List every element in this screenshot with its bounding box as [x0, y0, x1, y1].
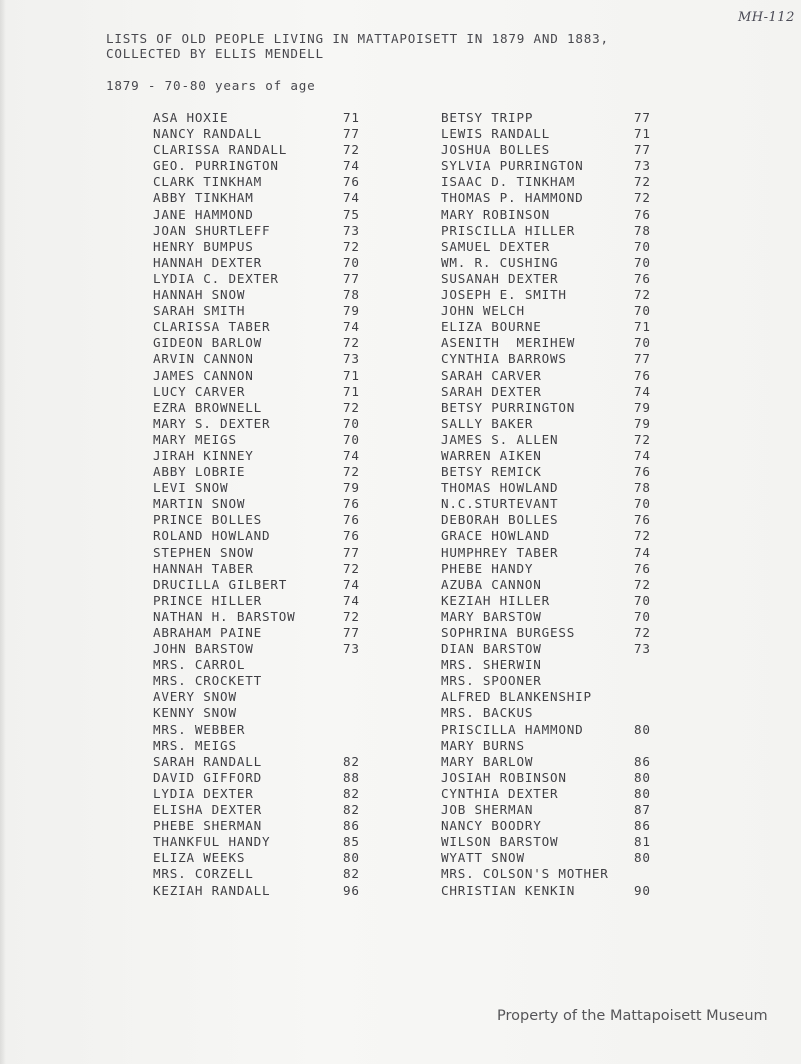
person-age: 77: [634, 110, 651, 125]
list-item: [441, 384, 681, 400]
person-age: 77: [343, 270, 360, 286]
list-item: [153, 223, 393, 239]
person-name: JIRAH KINNEY: [153, 447, 254, 463]
list-item: [441, 464, 681, 480]
person-name: NANCY BOODRY: [441, 818, 542, 834]
person-name: HUMPHREY TABER: [441, 544, 559, 560]
person-name: ISAAC D. TINKHAM: [441, 174, 576, 190]
list-item: [153, 287, 393, 303]
person-age: 73: [634, 158, 651, 174]
list-item: [441, 368, 681, 384]
person-age: 80: [634, 785, 651, 801]
person-age: 77: [343, 126, 360, 142]
person-name: BETSY TRIPP: [441, 110, 534, 125]
person-name: ROLAND HOWLAND: [153, 528, 271, 544]
person-age: 80: [343, 850, 360, 866]
person-name: LYDIA C. DEXTER: [153, 270, 279, 286]
list-item: [153, 883, 393, 899]
person-age: 72: [343, 335, 360, 351]
person-name: DEBORAH BOLLES: [441, 512, 559, 528]
list-item: [153, 303, 393, 319]
person-age: 76: [634, 512, 651, 528]
person-name: MARY BARSTOW: [441, 608, 542, 624]
person-name: ARVIN CANNON: [153, 351, 254, 367]
list-item: [441, 496, 681, 512]
list-item: [153, 142, 393, 158]
person-age: 74: [343, 592, 360, 608]
person-name: JOAN SHURTLEFF: [153, 222, 271, 238]
list-item: [153, 609, 393, 625]
person-age: 80: [634, 850, 651, 866]
list-item: [441, 689, 681, 705]
list-item: [153, 271, 393, 287]
person-name: PHEBE SHERMAN: [153, 818, 262, 834]
list-item: [153, 738, 393, 754]
list-item: [153, 432, 393, 448]
list-item: [441, 754, 681, 770]
person-age: 76: [634, 367, 651, 383]
person-name: GRACE HOWLAND: [441, 528, 550, 544]
person-age: 82: [343, 802, 360, 818]
list-item: [441, 223, 681, 239]
person-age: 82: [343, 866, 360, 882]
person-name: LEVI SNOW: [153, 480, 229, 496]
list-item: [441, 883, 681, 899]
person-age: 70: [634, 592, 651, 608]
person-age: 72: [634, 190, 651, 206]
person-age: 70: [343, 415, 360, 431]
person-name: PRINCE BOLLES: [153, 512, 262, 528]
person-name: ELISHA DEXTER: [153, 802, 262, 818]
person-name: MRS. BACKUS: [441, 705, 534, 721]
person-name: JOHN BARSTOW: [153, 641, 254, 657]
person-age: 72: [634, 431, 651, 447]
person-name: HANNAH DEXTER: [153, 254, 262, 270]
person-name: MARY BURNS: [441, 737, 525, 753]
person-name: SARAH RANDALL: [153, 753, 262, 769]
person-name: MRS. CORZELL: [153, 866, 254, 882]
list-item: [441, 528, 681, 544]
person-age: 72: [634, 174, 651, 190]
list-item: [441, 577, 681, 593]
person-name: MRS. CROCKETT: [153, 673, 262, 689]
person-name: MRS. SPOONER: [441, 673, 542, 689]
person-age: 77: [634, 142, 651, 158]
person-age: 79: [343, 303, 360, 319]
person-age: 88: [343, 769, 360, 785]
person-name: HANNAH TABER: [153, 560, 254, 576]
person-name: ASA HOXIE: [153, 110, 229, 125]
list-item: [441, 786, 681, 802]
person-name: DAVID GIFFORD: [153, 769, 262, 785]
person-name: MRS. WEBBER: [153, 721, 246, 737]
list-item: [153, 657, 393, 673]
list-item: [441, 351, 681, 367]
person-age: 87: [634, 802, 651, 818]
person-name: CYNTHIA DEXTER: [441, 785, 559, 801]
person-name: MARY S. DEXTER: [153, 415, 271, 431]
person-name: LUCY CARVER: [153, 383, 246, 399]
person-age: 70: [634, 608, 651, 624]
list-item: [153, 722, 393, 738]
person-age: 80: [634, 769, 651, 785]
person-age: 73: [343, 351, 360, 367]
person-age: 73: [634, 641, 651, 657]
person-age: 76: [634, 560, 651, 576]
person-age: 76: [343, 174, 360, 190]
list-item: [441, 641, 681, 657]
list-item: [441, 802, 681, 818]
person-age: 72: [343, 464, 360, 480]
list-item: [153, 561, 393, 577]
person-name: MRS. CARROL: [153, 657, 246, 673]
list-item: [153, 335, 393, 351]
list-item: [153, 126, 393, 142]
list-item: [441, 818, 681, 834]
person-name: MRS. SHERWIN: [441, 657, 542, 673]
person-name: PRISCILLA HILLER: [441, 222, 576, 238]
list-item: [153, 384, 393, 400]
person-name: DIAN BARSTOW: [441, 641, 542, 657]
person-age: 96: [343, 882, 360, 898]
list-item: [441, 545, 681, 561]
person-age: 80: [634, 721, 651, 737]
person-age: 76: [343, 528, 360, 544]
person-name: CYNTHIA BARROWS: [441, 351, 567, 367]
list-item: [441, 561, 681, 577]
person-age: 90: [634, 882, 651, 898]
person-age: 86: [343, 818, 360, 834]
person-age: 81: [634, 834, 651, 850]
person-age: 77: [343, 544, 360, 560]
person-name: NATHAN H. BARSTOW: [153, 608, 296, 624]
person-age: 73: [343, 641, 360, 657]
list-item: [441, 174, 681, 190]
person-age: 76: [634, 464, 651, 480]
person-age: 72: [343, 399, 360, 415]
list-item: [153, 512, 393, 528]
person-age: 72: [634, 625, 651, 640]
person-name: HENRY BUMPUS: [153, 238, 254, 254]
person-name: AZUBA CANNON: [441, 576, 542, 592]
person-name: JOSHUA BOLLES: [441, 142, 550, 158]
person-name: KEZIAH HILLER: [441, 592, 550, 608]
list-item: [441, 657, 681, 673]
person-name: MARY MEIGS: [153, 431, 237, 447]
list-item: [153, 239, 393, 255]
person-name: JOSEPH E. SMITH: [441, 287, 567, 303]
person-age: 71: [343, 383, 360, 399]
person-name: MRS. COLSON'S MOTHER: [441, 866, 609, 882]
person-age: 82: [343, 785, 360, 801]
list-item: [153, 673, 393, 689]
list-item: [153, 818, 393, 834]
person-age: 70: [634, 335, 651, 351]
list-item: [441, 850, 681, 866]
person-age: 70: [634, 254, 651, 270]
list-item: [153, 577, 393, 593]
list-item: [153, 448, 393, 464]
list-item: [441, 770, 681, 786]
list-item: [153, 400, 393, 416]
list-item: [441, 239, 681, 255]
person-age: 77: [343, 625, 360, 640]
person-age: 74: [343, 447, 360, 463]
person-age: 72: [343, 560, 360, 576]
list-item: [153, 496, 393, 512]
person-age: 78: [634, 480, 651, 496]
person-name: ELIZA BOURNE: [441, 319, 542, 335]
person-age: 79: [634, 415, 651, 431]
list-item: [441, 512, 681, 528]
list-item: [441, 625, 681, 641]
person-age: 76: [343, 512, 360, 528]
list-item: [153, 319, 393, 335]
list-item: [441, 287, 681, 303]
list-item: [153, 255, 393, 271]
person-age: 73: [343, 222, 360, 238]
person-name: THANKFUL HANDY: [153, 834, 271, 850]
list-item: [441, 303, 681, 319]
list-item: [441, 110, 681, 126]
person-name: HANNAH SNOW: [153, 287, 246, 303]
person-age: 71: [634, 319, 651, 335]
list-item: [153, 834, 393, 850]
person-name: N.C.STURTEVANT: [441, 496, 559, 512]
person-age: 74: [343, 158, 360, 174]
list-item: [441, 416, 681, 432]
list-item: [441, 190, 681, 206]
left-name-column: [153, 110, 393, 899]
person-age: 74: [634, 544, 651, 560]
person-name: JANE HAMMOND: [153, 206, 254, 222]
person-age: 72: [343, 142, 360, 158]
person-age: 70: [634, 303, 651, 319]
person-age: 70: [634, 496, 651, 512]
list-item: [441, 271, 681, 287]
person-name: SAMUEL DEXTER: [441, 238, 550, 254]
person-name: SARAH DEXTER: [441, 383, 542, 399]
list-item: [153, 528, 393, 544]
person-name: NANCY RANDALL: [153, 126, 262, 142]
list-item: [441, 158, 681, 174]
person-age: 86: [634, 818, 651, 834]
person-age: 78: [634, 222, 651, 238]
person-name: AVERY SNOW: [153, 689, 237, 705]
person-name: ASENITH MERIHEW: [441, 335, 576, 351]
person-name: ABBY TINKHAM: [153, 190, 254, 206]
person-name: SALLY BAKER: [441, 415, 534, 431]
list-item: [153, 786, 393, 802]
list-item: [153, 207, 393, 223]
person-age: 75: [343, 206, 360, 222]
person-name: JOB SHERMAN: [441, 802, 534, 818]
person-name: MRS. MEIGS: [153, 737, 237, 753]
person-age: 70: [343, 431, 360, 447]
person-name: KEZIAH RANDALL: [153, 882, 271, 898]
person-name: GIDEON BARLOW: [153, 335, 262, 351]
person-age: 79: [634, 399, 651, 415]
list-item: [441, 609, 681, 625]
person-name: GEO. PURRINGTON: [153, 158, 279, 174]
list-item: [441, 834, 681, 850]
list-item: [441, 673, 681, 689]
person-age: 72: [634, 287, 651, 303]
list-item: [153, 641, 393, 657]
list-item: [441, 593, 681, 609]
list-item: [441, 319, 681, 335]
list-item: [153, 158, 393, 174]
list-item: [153, 480, 393, 496]
person-name: MARY ROBINSON: [441, 206, 550, 222]
person-age: 70: [634, 238, 651, 254]
list-item: [153, 368, 393, 384]
list-item: [153, 545, 393, 561]
person-name: SOPHRINA BURGESS: [441, 625, 576, 640]
person-name: KENNY SNOW: [153, 705, 237, 721]
list-item: [441, 142, 681, 158]
list-item: [441, 448, 681, 464]
person-name: THOMAS P. HAMMOND: [441, 190, 584, 206]
person-name: WARREN AIKEN: [441, 447, 542, 463]
title-line-2: COLLECTED BY ELLIS MENDELL: [106, 46, 324, 61]
person-age: 76: [343, 496, 360, 512]
person-age: 74: [634, 447, 651, 463]
person-name: JOHN WELCH: [441, 303, 525, 319]
person-name: WILSON BARSTOW: [441, 834, 559, 850]
list-item: [153, 416, 393, 432]
list-item: [153, 464, 393, 480]
person-name: MARTIN SNOW: [153, 496, 246, 512]
person-name: CLARK TINKHAM: [153, 174, 262, 190]
person-age: 85: [343, 834, 360, 850]
list-item: [153, 705, 393, 721]
person-age: 71: [343, 367, 360, 383]
person-name: SARAH SMITH: [153, 303, 246, 319]
person-name: STEPHEN SNOW: [153, 544, 254, 560]
list-item: [441, 207, 681, 223]
list-item: [441, 705, 681, 721]
list-item: [441, 335, 681, 351]
list-item: [153, 866, 393, 882]
list-item: [441, 255, 681, 271]
person-age: 74: [634, 383, 651, 399]
person-name: PRISCILLA HAMMOND: [441, 721, 584, 737]
person-age: 82: [343, 753, 360, 769]
person-name: BETSY REMICK: [441, 464, 542, 480]
person-name: CLARISSA RANDALL: [153, 142, 288, 158]
museum-watermark: Property of the Mattapoisett Museum: [497, 1008, 768, 1024]
title-line-1: LISTS OF OLD PEOPLE LIVING IN MATTAPOISETT IN 1879 AND 1883,: [106, 31, 609, 46]
list-item: [441, 126, 681, 142]
person-name: MARY BARLOW: [441, 753, 534, 769]
person-name: JAMES CANNON: [153, 367, 254, 383]
list-item: [153, 850, 393, 866]
list-item: [153, 754, 393, 770]
person-name: WYATT SNOW: [441, 850, 525, 866]
person-name: CLARISSA TABER: [153, 319, 271, 335]
list-item: [441, 432, 681, 448]
document-title: [106, 31, 609, 61]
person-name: ABRAHAM PAINE: [153, 625, 262, 640]
list-item: [153, 110, 393, 126]
person-age: 72: [343, 238, 360, 254]
person-age: 86: [634, 753, 651, 769]
person-name: LYDIA DEXTER: [153, 785, 254, 801]
person-age: 70: [343, 254, 360, 270]
person-age: 79: [343, 480, 360, 496]
person-name: WM. R. CUSHING: [441, 254, 559, 270]
person-name: THOMAS HOWLAND: [441, 480, 559, 496]
person-name: ELIZA WEEKS: [153, 850, 246, 866]
person-age: 74: [343, 319, 360, 335]
person-name: BETSY PURRINGTON: [441, 399, 576, 415]
section-heading: 1879 - 70-80 years of age: [106, 78, 316, 93]
person-age: 71: [343, 110, 360, 125]
list-item: [153, 802, 393, 818]
person-name: JOSIAH ROBINSON: [441, 769, 567, 785]
person-name: ABBY LOBRIE: [153, 464, 246, 480]
person-name: JAMES S. ALLEN: [441, 431, 559, 447]
list-item: [153, 190, 393, 206]
list-item: [441, 400, 681, 416]
person-name: PRINCE HILLER: [153, 592, 262, 608]
list-item: [153, 625, 393, 641]
person-age: 72: [634, 528, 651, 544]
person-name: DRUCILLA GILBERT: [153, 576, 288, 592]
list-item: [441, 722, 681, 738]
person-name: EZRA BROWNELL: [153, 399, 262, 415]
page-edge-shadow: [0, 0, 6, 1064]
person-age: 71: [634, 126, 651, 142]
person-age: 78: [343, 287, 360, 303]
person-age: 77: [634, 351, 651, 367]
person-age: 72: [343, 608, 360, 624]
list-item: [441, 480, 681, 496]
list-item: [153, 174, 393, 190]
person-name: PHEBE HANDY: [441, 560, 534, 576]
person-name: LEWIS RANDALL: [441, 126, 550, 142]
person-name: ALFRED BLANKENSHIP: [441, 689, 592, 705]
person-age: 76: [634, 270, 651, 286]
list-item: [153, 689, 393, 705]
right-name-column: [441, 110, 681, 899]
person-age: 72: [634, 576, 651, 592]
list-item: [441, 866, 681, 882]
person-name: CHRISTIAN KENKIN: [441, 882, 576, 898]
list-item: [153, 351, 393, 367]
person-name: SYLVIA PURRINGTON: [441, 158, 584, 174]
person-age: 74: [343, 190, 360, 206]
list-item: [153, 593, 393, 609]
catalog-tag: MH-112: [738, 10, 795, 25]
person-age: 74: [343, 576, 360, 592]
person-age: 76: [634, 206, 651, 222]
person-name: SUSANAH DEXTER: [441, 270, 559, 286]
person-name: SARAH CARVER: [441, 367, 542, 383]
list-item: [441, 738, 681, 754]
list-item: [153, 770, 393, 786]
